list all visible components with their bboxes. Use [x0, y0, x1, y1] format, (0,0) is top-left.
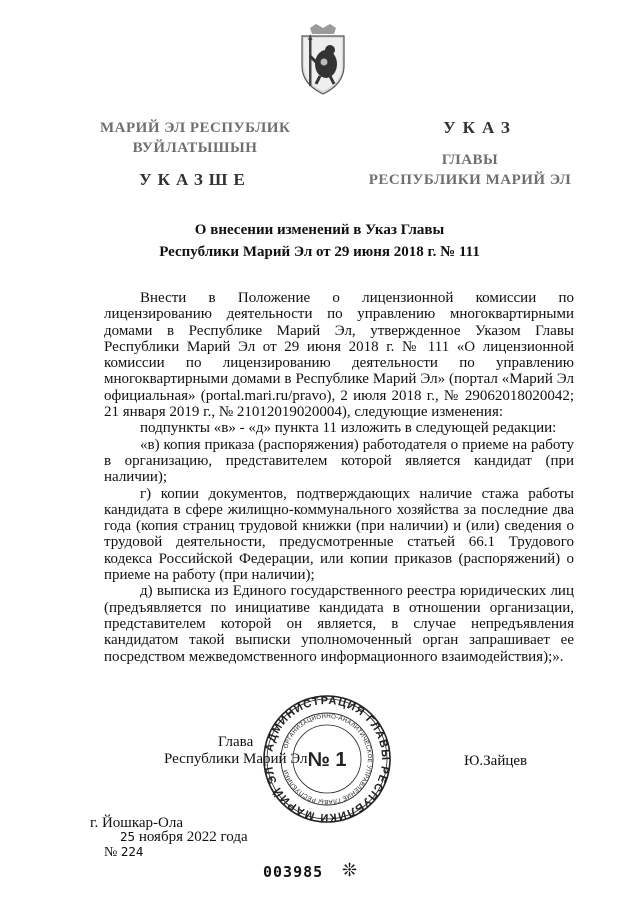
- signatory-name: Ю.Зайцев: [464, 753, 528, 769]
- body-paragraph-5: д) выписка из Единого государственного реестра юридических лиц (предъявляется по инициативе кандидата в отношении организации, представителем которой он является, в случае непредъявления кандидатом такой выписки уполномоченный орган запрашивает ее посредством межведомственного информационного взаимодействия);».: [104, 583, 574, 665]
- body-paragraph-3: «в) копия приказа (распоряжения) работодателя о приеме на работу в организацию, представителем которой является кандидат (при наличии);: [104, 436, 574, 486]
- signing-date-month-year: ноября 2022 года: [135, 829, 248, 845]
- signatory-title-line-1: Глава: [218, 734, 254, 750]
- header-right-line-2: ГЛАВЫ: [441, 152, 499, 168]
- seal-outer-text: АДМИНИСТРАЦИЯ ГЛАВЫ РЕСПУБЛИКИ МАРИЙ ЭЛ: [263, 694, 392, 824]
- header-left-line-1: МАРИЙ ЭЛ РЕСПУБЛИК: [100, 120, 291, 136]
- header-left-line-2: ВУЙЛАТЫШЫН: [132, 140, 258, 156]
- body-paragraph-2: подпункты «в» - «д» пункта 11 изложить в следующей редакции:: [140, 420, 557, 437]
- body-paragraph-4: г) копии документов, подтверждающих наличие стажа работы кандидата в сфере жилищно-коммунального хозяйства за последние два года (копия страниц трудовой книжки (при наличии) и (или) сведения о трудовой деятельности, предусмотренные статьей 66.1 Трудового кодекса Российской Федерации, или копии приказов (распоряжений) о приеме на работу (при наличии);: [104, 485, 574, 584]
- body-paragraph-1: Внести в Положение о лицензионной комиссии по лицензированию деятельности по управлению многоквартирными домами в Республике Марий Эл, утвержденное Указом Главы Республики Марий Эл от 29 июня 2018 г. № 111 «О лицензионной комиссии по лицензированию деятельности по управлению многоквартирными домами в Республике Марий Эл» (портал «Марий Эл официальная» (portal.mari.ru/pravo), 2 июля 2018 г., № 29062018020042; 21 января 2019 г., № 21012019020004), следующие изменения:: [104, 290, 574, 421]
- official-seal: [262, 694, 392, 824]
- document-number-prefix: №: [104, 845, 121, 860]
- form-serial-number: 003985: [263, 863, 324, 881]
- document-number-value: 224: [120, 844, 144, 859]
- place-of-signing: г. Йошкар-Ола: [90, 815, 184, 831]
- header-right-line-3: РЕСПУБЛИКИ МАРИЙ ЭЛ: [368, 172, 572, 188]
- header-right-line-1: УКАЗ: [443, 118, 517, 137]
- signatory-title-line-2: Республики Марий Эл: [164, 751, 308, 767]
- document-title-line-1: О внесении изменений в Указ Главы: [194, 222, 445, 238]
- signing-date-day: 25: [120, 829, 136, 844]
- document-number: [104, 844, 143, 861]
- seal-center-number: № 1: [307, 749, 347, 771]
- serial-ornament-icon: ❊: [342, 860, 358, 880]
- document-body: [104, 290, 574, 665]
- header-left-line-3: УКАЗШЕ: [139, 170, 251, 189]
- coat-of-arms-emblem: [296, 22, 350, 96]
- seal-inner-text: ОРГАНИЗАЦИОННО-АНАЛИТИЧЕСКОЕ УПРАВЛЕНИЕ ГЛАВЫ РЕСПУБЛИКИ: [283, 713, 373, 805]
- document-title-line-2: Республики Марий Эл от 29 июня 2018 г. № 111: [159, 244, 480, 260]
